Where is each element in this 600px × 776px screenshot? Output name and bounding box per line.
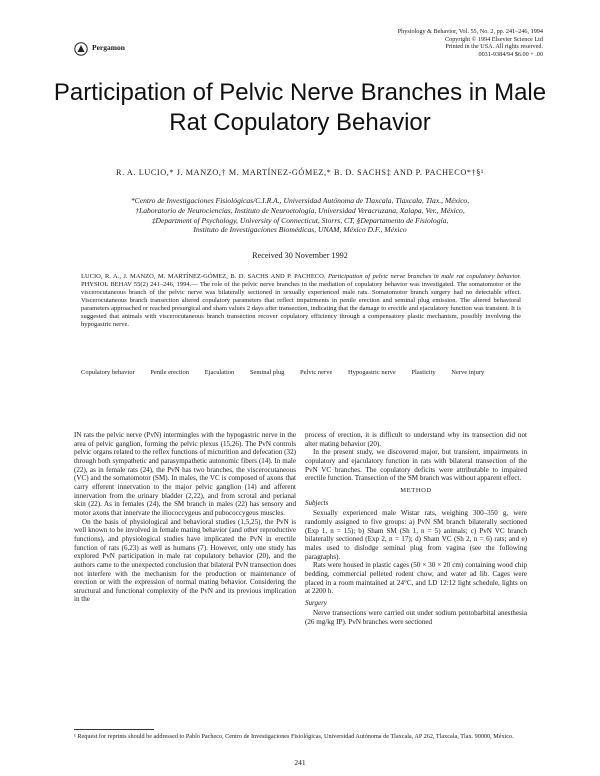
footnote: ¹ Request for reprints should be addressed to Pablo Pacheco, Centro de Investigaciones Fisiológicas, Universidad Autónoma de Tlaxcala, AP 262, Tlaxcala, Tlax. 90000, México. xyxy=(74,733,514,740)
author-list: R. A. LUCIO,* J. MANZO,† M. MARTÍNEZ-GÓMEZ,* B. D. SACHS‡ AND P. PACHECO*†§¹ xyxy=(116,168,484,177)
journal-citation: Physiology & Behavior, Vol. 55, No. 2, pp. 241–246, 1994 xyxy=(397,28,543,35)
body-paragraph: IN rats the pelvic nerve (PvN) intermingles with the hypogastric nerve in the area of pelvic ganglion, forming the pelvic plexus (15,26). The PvN controls pelvic organs related to the reflex functions of micturition and defecation (32) through both sympathetic and parasympathetic autonomic fibers (14). In male (22), as in female rats (24), the PvN has two branches, the viscerocutaneous (VC) and the somatomotor (SM). In males, the VC is composed of axons that carry efferent innervation to the major pelvic ganglion (14) and afferent innervation from the urinary bladder (2,22), and from scrotal and perianal skin (22). As in females (24), the SM branch in males (22) has sensory and motor axons that innervate the iliococcygeus and pubococcygeus muscles. xyxy=(74,431,296,517)
copyright-line: Copyright © 1994 Elsevier Science Ltd xyxy=(444,35,543,43)
footnote-rule xyxy=(74,729,154,730)
keyword: Penile erection xyxy=(150,369,190,376)
abstract-citation-journal: PHYSIOL BEHAV 55(2) 241–246, 1994.— xyxy=(81,281,198,288)
section-heading-method: METHOD xyxy=(400,486,432,494)
body-paragraph: In the present study, we discovered major, but transient, impairments in copulatory and ejaculatory function in rats with bilateral transection of the PvN VC branches. The copulatory deficits were attributable to impaired erectile function. Transection of the SM branch was without apparent effect. xyxy=(305,448,527,483)
body-paragraph: Sexually experienced male Wistar rats, weighing 300–350 g, were randomly assigned to five groups: a) PvN SM branch bilaterally sectioned (Exp 1, n = 15); b) Sham SM (Sh 1, n = 5) animals; c) PvN VC branch bilaterally sectioned (Exp 2, n = 17); d) Sham VC (Sh 2, n = 6) rats; and e) males used to dislodge seminal plug from vagina (see the following paragraphs). xyxy=(305,509,527,561)
abstract-citation-title: Participation of pelvic nerve branches in male rat copulatory behavior. xyxy=(327,273,522,280)
subsection-heading-surgery: Surgery xyxy=(305,598,327,607)
abstract xyxy=(81,273,521,329)
affiliation-4: Instituto de Investigaciones Biomédicas, UNAM, México D.F., México xyxy=(193,225,407,235)
body-paragraph: Rats were housed in plastic cages (50 × 30 × 20 cm) containing wood chip bedding, commercial pelleted rodent chow, and water ad lib. Cages were placed in a room maintained at 24°C, and LD 12:12 light schedule, lights on at 2200 h. xyxy=(305,561,527,596)
received-date: Received 30 November 1992 xyxy=(252,251,348,260)
body-column-left xyxy=(74,431,296,604)
keyword: Hypogastric nerve xyxy=(347,369,396,376)
printed-line: Printed in the USA. All rights reserved. xyxy=(445,43,543,51)
paper-title xyxy=(40,78,560,138)
body-column-right xyxy=(305,431,527,627)
body-paragraph: On the basis of physiological and behavioral studies (1,5,25), the PvN is well known to be involved in female mating behavior (and other reproductive functions), and physiological studies have implicated the PvN in erectile function of rats (6,23) as well as humans (7). However, only one study has explored PvN participation in male rat copulatory behavior (20), and the authors came to the unexpected conclusion that bilateral PvN transection does not interfere with the mechanism for the production or maintenance of erection or with the expression of normal mating behavior. Considering the structural and functional complexity of the PvN and its previous implication in the xyxy=(74,517,296,604)
affiliation-3: ‡Department of Psychology, University of Connecticut, Storrs, CT, §Departamento de Fisiología, xyxy=(151,215,449,225)
body-paragraph: process of erection, it is difficult to understand why its transection did not alter mating behavior (20). xyxy=(305,431,527,448)
keyword: Plasticity xyxy=(411,369,436,376)
body-paragraph: Nerve transections were carried out under sodium pentobarbital anesthesia (26 mg/kg IP). PvN branches were sectioned xyxy=(305,609,527,627)
keyword: Ejaculation xyxy=(204,369,235,376)
abstract-text: The role of the pelvic nerve branches in the mediation of copulatory behavior was investigated. The somatomotor or the viscerocutaneous branch of the pelvic nerve was bilaterally sectioned in sexually experienced male rats. Somatomotor branch surgery had no detectable effect. Viscerocutaneous branch transection altered copulatory parameters that reflect impairments in penile erection and seminal plug emission. The altered behavioral parameters approached or reached presurgical and sham values 2 days after transection, indicating that the damage to erectile and ejaculatory function was transient. It is suggested that animals with viscerocutaneous branch transection recover copulatory efficiency through a compensatory plastic mechanism, possibly involving the hypogastric nerve. xyxy=(81,281,522,328)
publisher-name: Pergamon xyxy=(92,43,125,52)
affiliations xyxy=(70,196,530,235)
affiliation-1: *Centro de Investigaciones Fisiológicas/C.I.R.A., Universidad Autónoma de Tlaxcala, Tlaxcala, Tlax., México, xyxy=(130,196,470,205)
page-number: 241 xyxy=(294,758,306,767)
title-line-1: Participation of Pelvic Nerve Branches in Male xyxy=(53,79,547,106)
abstract-citation: LUCIO, R. A., J. MANZO, M. MARTÍNEZ-GÓMEZ, B. D. SACHS AND P. PACHECO. xyxy=(81,273,326,280)
pergamon-logo xyxy=(74,42,88,56)
keyword: Nerve injury xyxy=(451,369,485,376)
keyword: Copulatory behavior xyxy=(81,369,135,376)
journal-info xyxy=(398,28,543,58)
title-line-2: Rat Copulatory Behavior xyxy=(169,109,431,136)
issn-line: 0031-9384/94 $6.00 + .00 xyxy=(478,50,543,58)
keyword: Pelvic nerve xyxy=(300,369,333,376)
subsection-heading-subjects: Subjects xyxy=(305,498,329,507)
keyword: Seminal plug xyxy=(249,369,285,376)
keywords xyxy=(81,368,521,377)
affiliation-2: †Laboratorio de Neurociencias, Instituto de Neuroetología, Universidad Veracruzana, Xalapa, Ver., México, xyxy=(135,205,465,215)
